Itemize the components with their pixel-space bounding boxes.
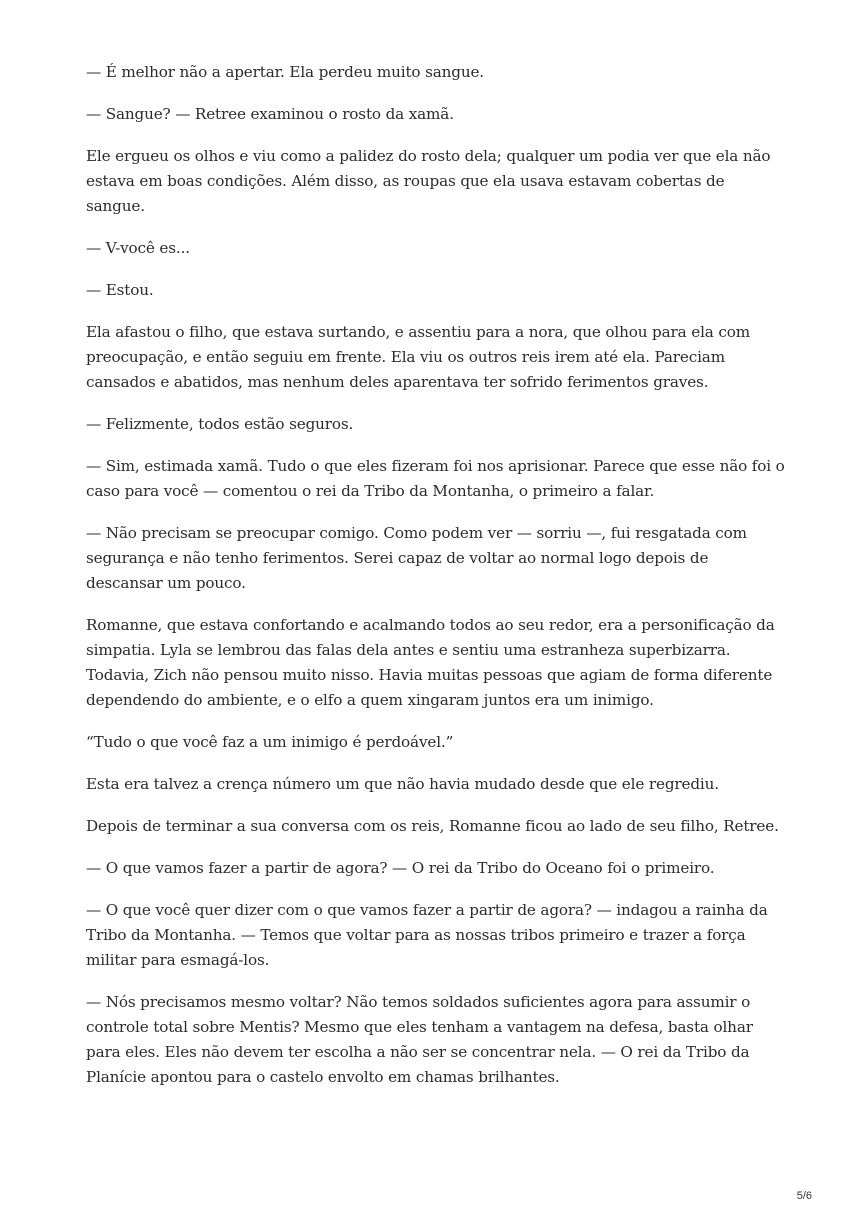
paragraph-7: — Felizmente, todos estão seguros. <box>86 415 354 433</box>
paragraph-15: — O que você quer dizer com o que vamos fazer a partir de agora? — indagou a rainha da Tribo da Montanha. — Temos que voltar para as nossas tribos primeiro e trazer a força militar para esmagá-los. <box>86 901 768 969</box>
paragraph-1: — É melhor não a apertar. Ela perdeu muito sangue. <box>86 63 484 81</box>
paragraph-12: Esta era talvez a crença número um que não havia mudado desde que ele regrediu. <box>86 775 719 793</box>
paragraph-11: “Tudo o que você faz a um inimigo é perdoável.” <box>86 733 454 751</box>
paragraph-2: — Sangue? — Retree examinou o rosto da xamã. <box>86 105 454 123</box>
paragraph-9: — Não precisam se preocupar comigo. Como podem ver — sorriu —, fui resgatada com segurança e não tenho ferimentos. Serei capaz de voltar ao normal logo depois de descansar um pouco. <box>86 524 747 592</box>
paragraph-16: — Nós precisamos mesmo voltar? Não temos soldados suficientes agora para assumir o controle total sobre Mentis? Mesmo que eles tenham a vantagem na defesa, basta olhar para eles. Eles não devem ter escolha a não ser se concentrar nela. — O rei da Tribo da Planície apontou para o castelo envolto em chamas brilhantes. <box>86 993 753 1086</box>
document-page <box>86 60 786 1107</box>
paragraph-6: Ela afastou o filho, que estava surtando, e assentiu para a nora, que olhou para ela com preocupação, e então seguiu em frente. Ela viu os outros reis irem até ela. Pareciam cansados e abatidos, mas nenhum deles aparentava ter sofrido ferimentos graves. <box>86 323 750 391</box>
paragraph-3: Ele ergueu os olhos e viu como a palidez do rosto dela; qualquer um podia ver que ela não estava em boas condições. Além disso, as roupas que ela usava estavam cobertas de sangue. <box>86 147 771 215</box>
paragraph-5: — Estou. <box>86 281 154 299</box>
paragraph-8: — Sim, estimada xamã. Tudo o que eles fizeram foi nos aprisionar. Parece que esse não foi o caso para você — comentou o rei da Tribo da Montanha, o primeiro a falar. <box>86 457 785 500</box>
paragraph-14: — O que vamos fazer a partir de agora? — O rei da Tribo do Oceano foi o primeiro. <box>86 859 715 877</box>
paragraph-10: Romanne, que estava confortando e acalmando todos ao seu redor, era a personificação da simpatia. Lyla se lembrou das falas dela antes e sentiu uma estranheza superbizarra. Todavia, Zich não pensou muito nisso. Havia muitas pessoas que agiam de forma diferente dependendo do ambiente, e o elfo a quem xingaram juntos era um inimigo. <box>86 616 775 709</box>
page-number: 5/6 <box>796 1190 812 1202</box>
paragraph-13: Depois de terminar a sua conversa com os reis, Romanne ficou ao lado de seu filho, Retree. <box>86 817 779 835</box>
paragraph-4: — V-você es... <box>86 239 190 257</box>
